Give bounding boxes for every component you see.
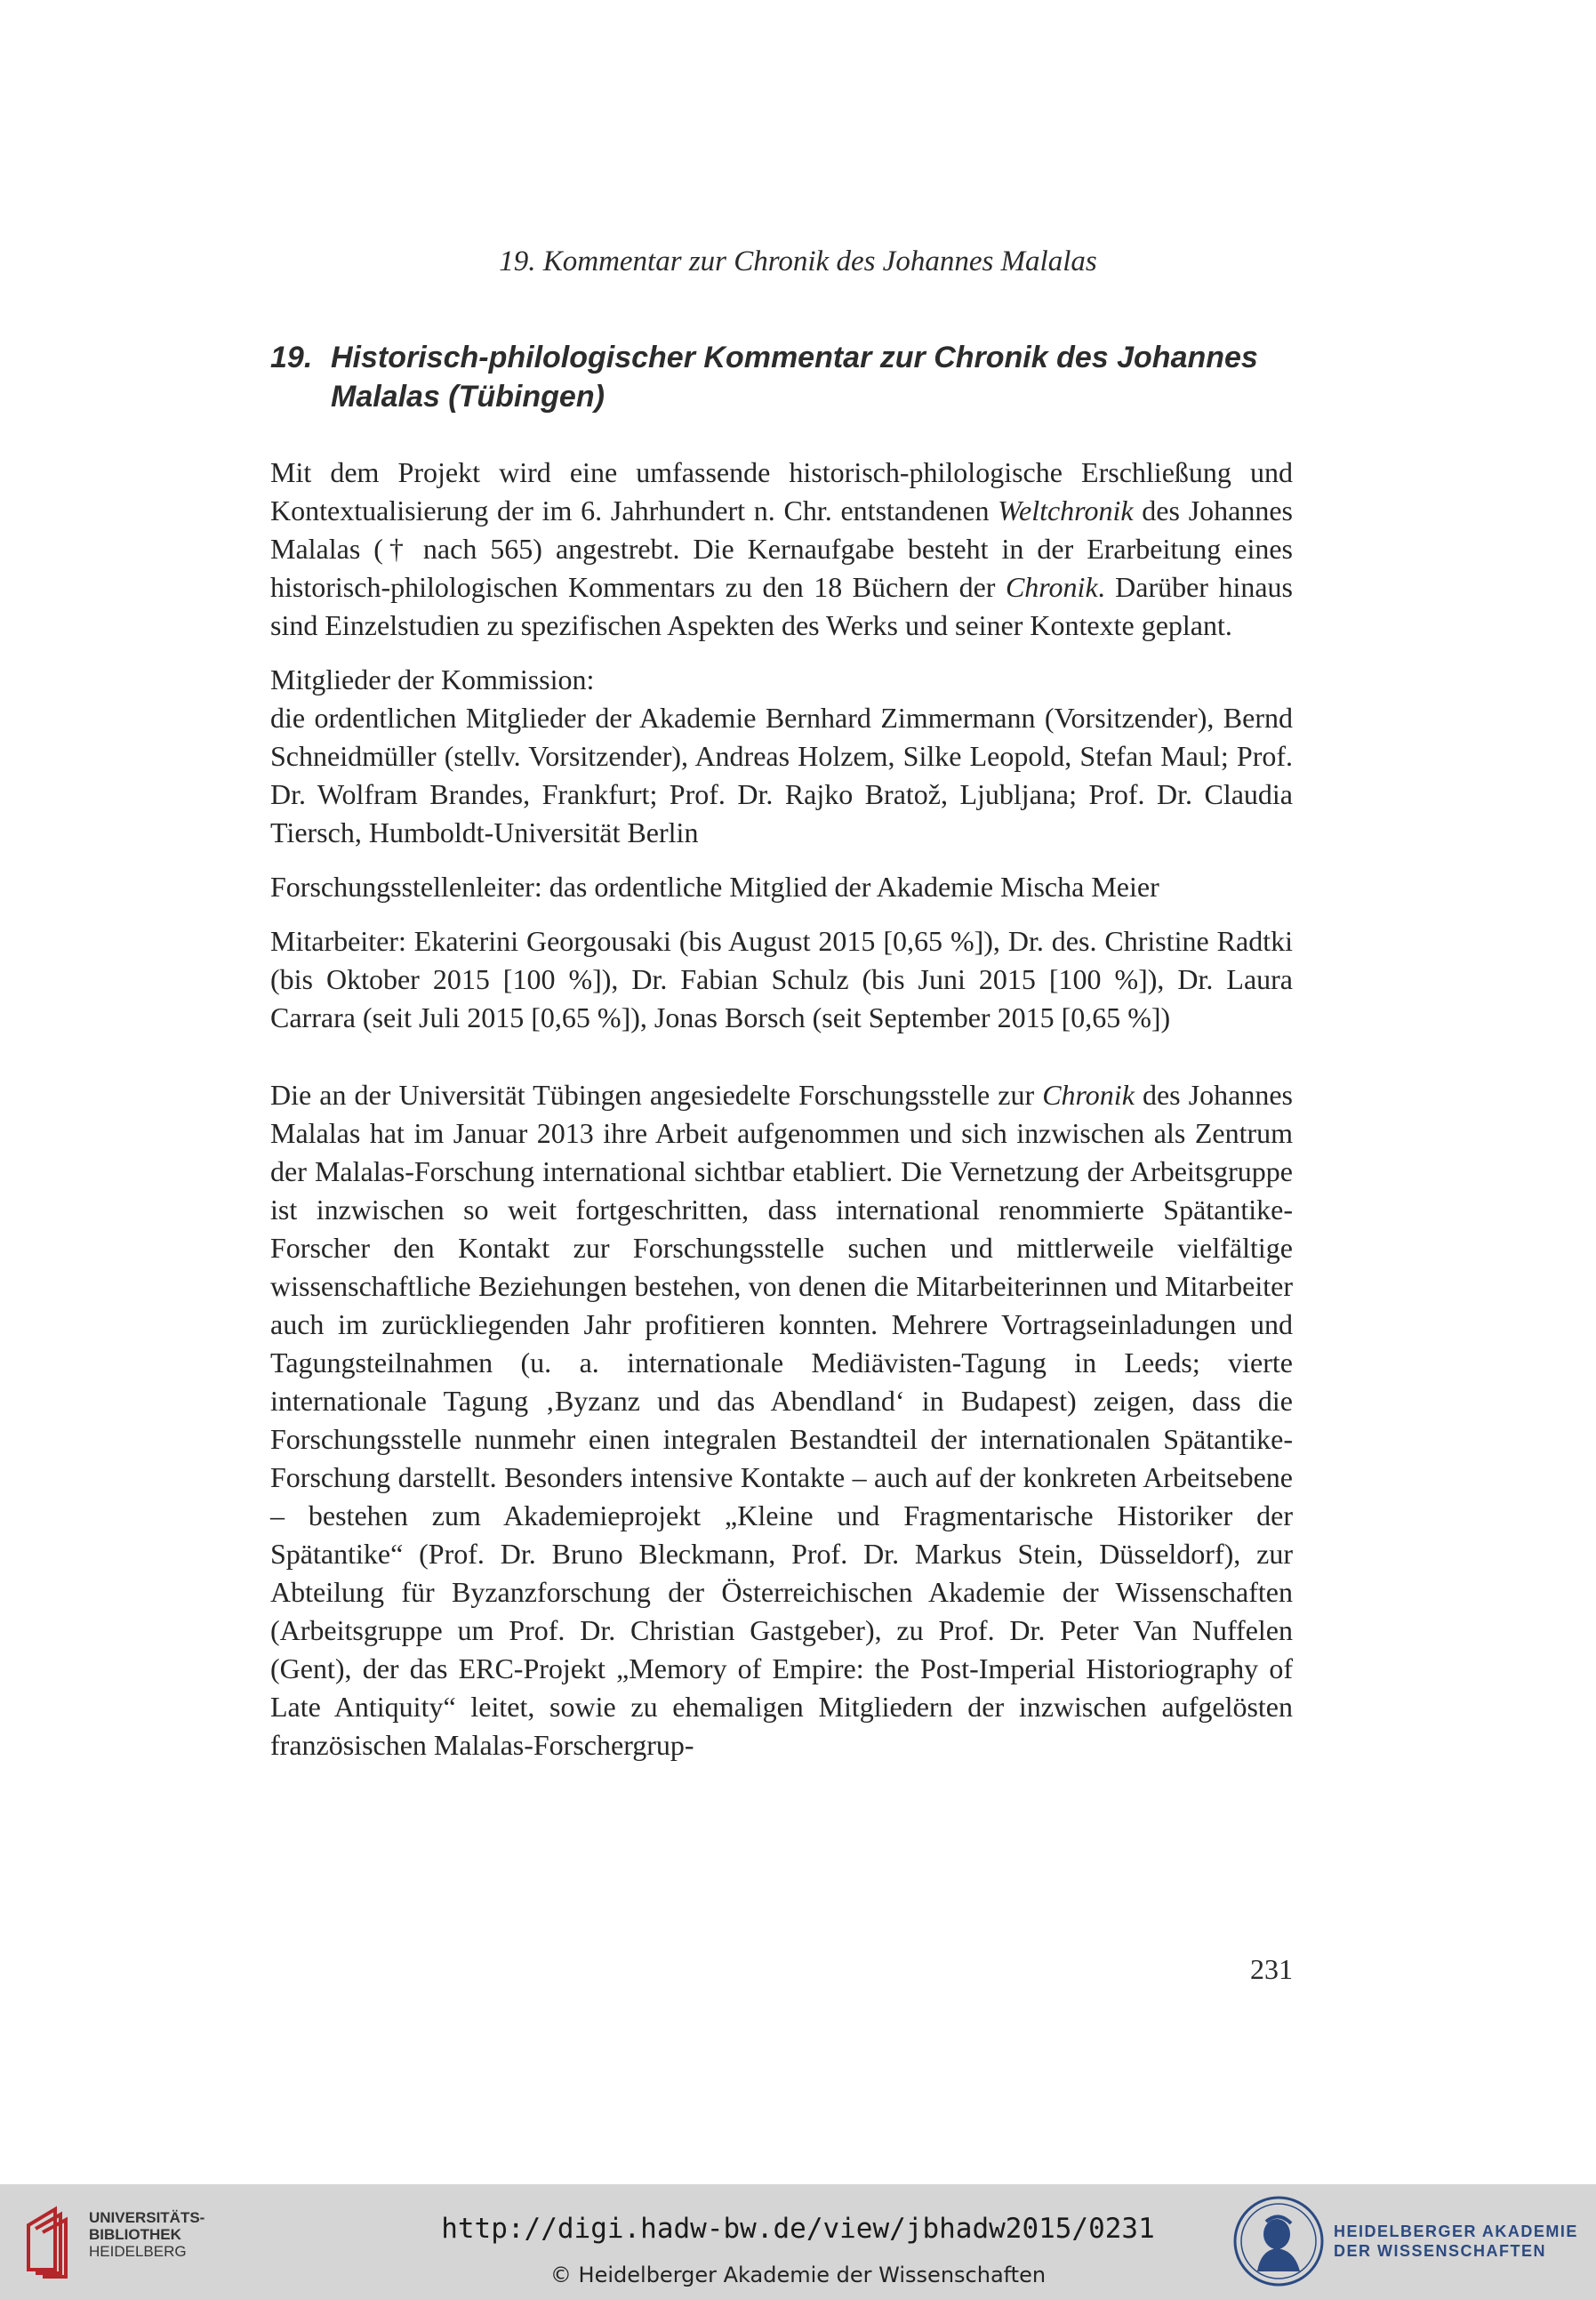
staff-paragraph: Mitarbeiter: Ekaterini Georgousaki (bis August 2015 [0,65 %]), Dr. des. Christine Radtki (bis Oktober 2015 [100 %]), Dr. Fabian Schulz (bis Juni 2015 [100 %]), Dr. Laura Carrara (seit Juli 2015 [0,65 %]), Jonas Borsch (seit September 2015 [0,65 %])	[270, 925, 1293, 1033]
footer-bar	[0, 2184, 1596, 2299]
ub-name-line1: UNIVERSITÄTS-	[89, 2209, 205, 2226]
report-text-1: Die an der Universität Tübingen angesiedelte Forschungsstelle zur	[270, 1079, 1043, 1111]
academy-seal-icon	[1232, 2195, 1325, 2287]
ub-name-line3: HEIDELBERG	[89, 2243, 187, 2260]
academy-name-line1: HEIDELBERGER AKADEMIE	[1334, 2223, 1578, 2240]
intro-text-2: des Johannes Malalas († nach 565) angestrebt. Die Kernaufgabe besteht in der Erarbeitung eines historisch-philologischen Kommentars zu den 18 Büchern der	[270, 494, 1293, 603]
intro-text-1: Mit dem Projekt wird eine umfassende historisch-philologische Erschließung und Kontextualisierung der im 6. Jahrhundert n. Chr. entstandenen	[270, 456, 1293, 527]
members-text: die ordentlichen Mitglieder der Akademie Bernhard Zimmermann (Vorsitzender), Bernd Schneidmüller (stellv. Vorsitzender), Andreas Holzem, Silke Leopold, Stefan Maul; Prof. Dr. Wolfram Brandes, Frankfurt; Prof. Dr. Rajko Bratož, Ljubljana; Prof. Dr. Claudia Tiersch, Humboldt-Universität Berlin	[270, 702, 1293, 848]
intro-em-weltchronik: Weltchronik	[998, 494, 1134, 527]
section-title	[331, 338, 1258, 416]
page-body	[270, 454, 1293, 1781]
ub-name-line2: BIBLIOTHEK	[89, 2226, 181, 2243]
leader-paragraph: Forschungsstellenleiter: das ordentliche Mitglied der Akademie Mischa Meier	[270, 871, 1159, 903]
running-head: 19. Kommentar zur Chronik des Johannes Malalas	[499, 245, 1097, 277]
report-text-2: des Johannes Malalas hat im Januar 2013 ihre Arbeit aufgenommen und sich inzwischen als Zentrum der Malalas-Forschung international sichtbar etabliert. Die Vernetzung der Arbeitsgruppe ist inzwischen so weit fortgeschritten, dass international renommierte Spätantike-Forscher den Kontakt zur Forschungsstelle suchen und mittlerweile vielfältige wissenschaftliche Beziehungen bestehen, von denen die Mitarbeiterinnen und Mitarbeiter auch im zurückliegenden Jahr profitieren konnten. Mehrere Vortragseinladungen und Tagungsteilnahmen (u. a. internationale Mediävisten-Tagung in Leeds; vierte internationale Tagung ‚Byzanz und das Abendland‘ in Budapest) zeigen, dass die Forschungsstelle nunmehr einen integralen Bestandteil der internationalen Spätantike-Forschung darstellt. Besonders intensive Kontakte – auch auf der konkreten Arbeitsebene – bestehen zum Akademieprojekt „Kleine und Fragmentarische Historiker der Spätantike“ (Prof. Dr. Bruno Bleckmann, Prof. Dr. Markus Stein, Düsseldorf), zur Abteilung für Byzanzforschung der Österreichischen Akademie der Wissenschaften (Arbeitsgruppe um Prof. Dr. Christian Gastgeber), zu Prof. Dr. Peter Van Nuffelen (Gent), der das ERC-Projekt „Memory of Empire: the Post-Imperial Historiography of Late Antiquity“ leitet, sowie zu ehemaligen Mitgliedern der inzwischen aufgelösten französischen Malalas-Forschergrup-	[270, 1079, 1294, 1761]
members-paragraph	[270, 661, 1293, 852]
section-number: 19.	[270, 341, 313, 374]
report-paragraph	[270, 1076, 1293, 1764]
page-number: 231	[1250, 1953, 1293, 1985]
academy-name-line2: DER WISSENSCHAFTEN	[1334, 2242, 1547, 2260]
members-label: Mitglieder der Kommission:	[270, 663, 595, 695]
report-em-chronik: Chronik	[1042, 1079, 1135, 1111]
academy-name	[1334, 2222, 1578, 2261]
source-url-link[interactable]: http://digi.hadw-bw.de/view/jbhadw2015/0231	[441, 2213, 1155, 2245]
section-heading	[270, 338, 1293, 416]
intro-em-chronik: Chronik	[1005, 571, 1098, 603]
intro-paragraph	[270, 454, 1293, 645]
intro-text-3: . Darüber hinaus sind Einzelstudien zu spezifischen Aspekten des Werks und seiner Kontexte geplant.	[270, 571, 1294, 641]
section-title-line2: Malalas (Tübingen)	[331, 380, 605, 414]
section-title-line1: Historisch-philologischer Kommentar zur Chronik des Johannes	[331, 341, 1258, 374]
copyright-notice: © Heidelberger Akademie der Wissenschaften	[549, 2263, 1047, 2287]
